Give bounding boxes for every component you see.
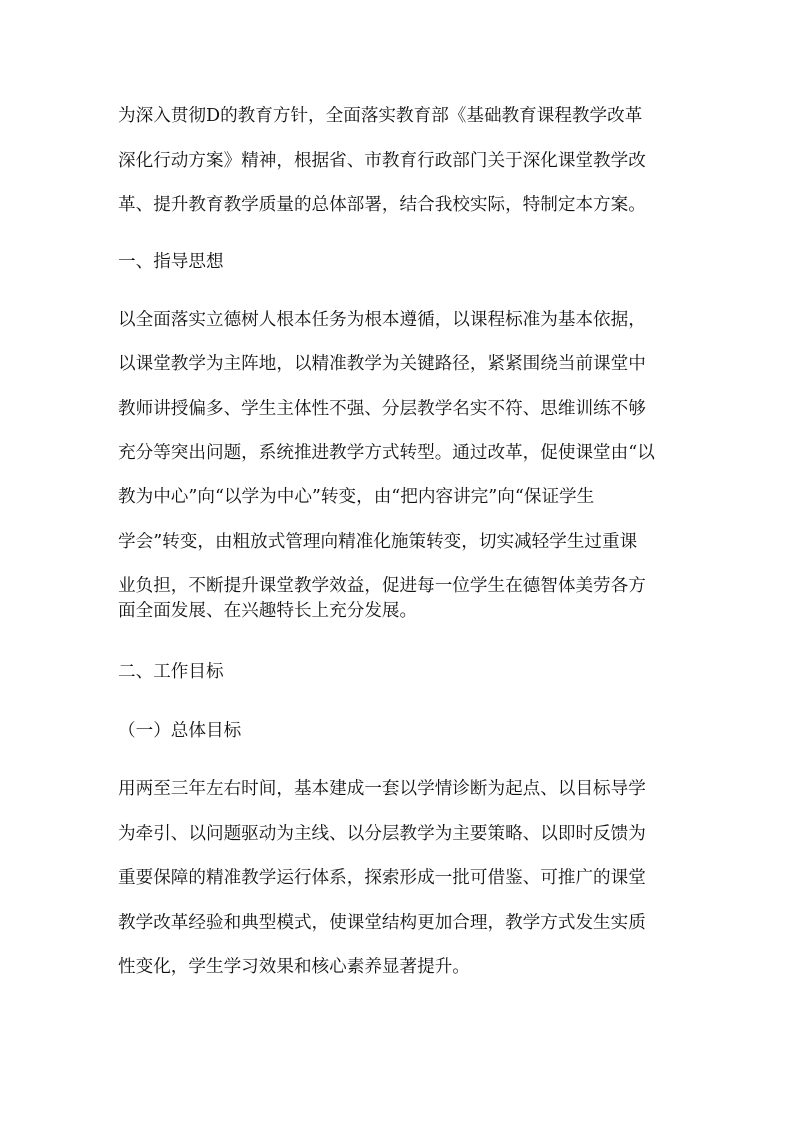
intro-line-1: 为深入贯彻D的教育方针，全面落实教育部《基础教育课程教学改革 [118, 106, 643, 126]
intro-line-3: 革、提升教育教学质量的总体部署，结合我校实际，特制定本方案。 [118, 195, 646, 215]
section1-line-3: 教师讲授偏多、学生主体性不强、分层教学名实不符、思维训练不够 [118, 399, 646, 419]
section-heading-guiding-ideology: 一、指导思想 [118, 252, 224, 272]
section1-line-1: 以全面落实立德树人根本任务为根本遵循，以课程标准为基本依据， [118, 310, 646, 330]
section2-line-5: 性变化，学生学习效果和核心素养显著提升。 [118, 957, 470, 977]
section-heading-work-goals: 二、工作目标 [118, 662, 224, 682]
section1-line-5: 教为中心”向“以学为中心”转变，由“把内容讲完”向“保证学生 [118, 487, 595, 507]
section1-line-2: 以课堂教学为主阵地，以精准教学为关键路径，紧紧围绕当前课堂中 [118, 354, 646, 374]
section1-line-6: 学会”转变，由粗放式管理向精准化施策转变，切实减轻学生过重课 [118, 532, 638, 552]
section2-line-1: 用两至三年左右时间，基本建成一套以学情诊断为起点、以目标导学 [118, 779, 646, 799]
section1-line-7: 业负担，不断提升课堂教学效益，促进每一位学生在德智体美劳各方 [118, 576, 646, 596]
section1-line-8: 面全面发展、在兴趣特长上充分发展。 [118, 601, 418, 621]
section2-line-2: 为牵引、以问题驱动为主线、以分层教学为主要策略、以即时反馈为 [118, 824, 646, 844]
section2-line-4: 教学改革经验和典型模式，使课堂结构更加合理，教学方式发生实质 [118, 913, 646, 933]
section1-line-4: 充分等突出问题，系统推进教学方式转型。通过改革，促使课堂由“以 [118, 443, 655, 463]
subsection-heading-overall-goal: （一）总体目标 [118, 721, 242, 741]
intro-line-2: 深化行动方案》精神，根据省、市教育行政部门关于深化课堂教学改 [118, 151, 646, 171]
section2-line-3: 重要保障的精准教学运行体系，探索形成一批可借鉴、可推广的课堂 [118, 868, 646, 888]
